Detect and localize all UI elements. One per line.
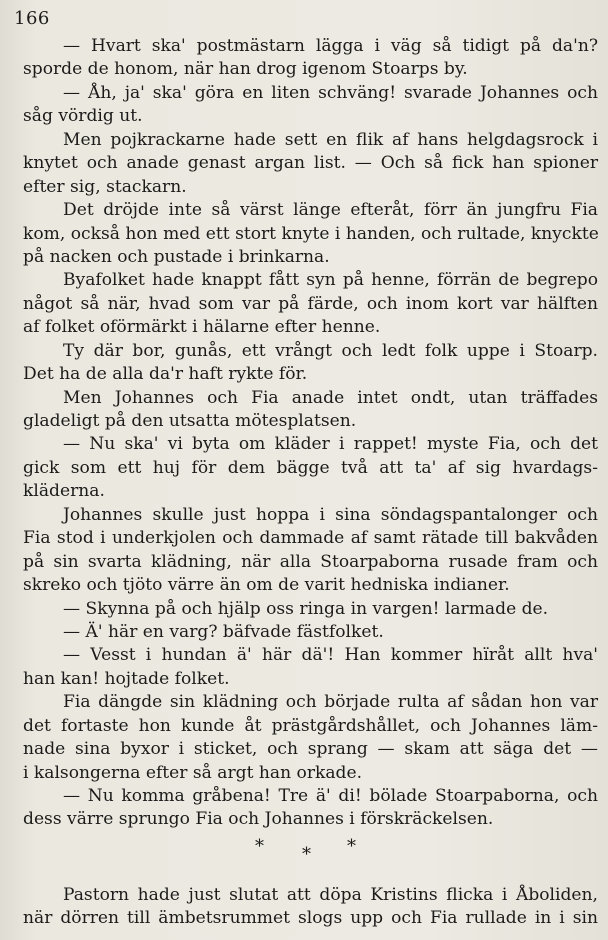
separator-asterisk: * [302, 843, 311, 865]
text-line: när dörren till ämbetsrummet slogs upp och Fia rullade in i sin [23, 908, 598, 929]
text-line: Ty där bor, gunås, ett vrångt och ledt folk uppe i Stoarp. [63, 340, 598, 361]
text-line: dess värre sprungo Fia och Johannes i förskräckelsen. [23, 809, 494, 830]
separator-asterisk: * [347, 835, 356, 857]
text-line: han kan! hojtade folket. [23, 668, 230, 689]
text-line: — Ä' här en varg? bäfvade fästfolket. [63, 621, 384, 642]
text-line: något så när, hvad som var på färde, och inom kort var hälften [23, 293, 598, 314]
text-line: sporde de honom, när han drog igenom Stoarps by. [23, 59, 468, 80]
page-number: 166 [14, 8, 50, 29]
text-line: — Åh, ja' ska' göra en liten schväng! svarade Johannes och [63, 82, 598, 103]
text-line: — Nu ska' vi byta om kläder i rappet! myste Fia, och det [63, 434, 598, 455]
text-line: i kalsongerna efter så argt han orkade. [23, 762, 363, 783]
text-block-continuation [23, 884, 598, 931]
text-line: knytet och anade genast argan list. — Och så fick han spioner [23, 153, 598, 174]
text-line: Det dröjde inte så värst länge efteråt, förr än jungfru Fia [63, 200, 598, 221]
text-line: Men Johannes och Fia anade intet ondt, utan träffades [63, 387, 598, 408]
text-line: kläderna. [23, 481, 105, 502]
text-line: gladeligt på den utsatta mötesplatsen. [23, 411, 357, 431]
text-line: Det ha de alla da'r haft rykte för. [23, 364, 308, 385]
separator-asterisk: * [255, 835, 264, 857]
text-line: af folket oförmärkt i hälarne efter henne. [23, 317, 381, 338]
text-line: på sin svarta klädning, när alla Stoarpaborna rusade fram och [23, 551, 598, 572]
text-line: skreko och tjöto värre än om de varit hedniska indianer. [23, 575, 510, 596]
text-line: — Nu komma gråbena! Tre ä' di! bölade Stoarpaborna, och [63, 786, 598, 806]
text-line: Fia dängde sin klädning och började rulta af sådan hon var [63, 692, 598, 713]
text-line: Pastorn hade just slutat att döpa Kristins flicka i Åboliden, [63, 884, 598, 905]
section-separator [23, 832, 598, 884]
text-line: Byafolket hade knappt fått syn på henne, förrän de begrepo [63, 270, 598, 291]
text-line: — Vesst i hundan ä' här dä'! Han kommer hïråt allt hva' [63, 645, 598, 666]
text-line: det fortaste hon kunde åt prästgårdshållet, och Johannes läm- [23, 715, 598, 736]
text-line: gick som ett huj för dem bägge två att ta' af sig hvardags- [23, 457, 598, 478]
text-line: på nacken och pustade i brinkarna. [23, 246, 330, 267]
text-block-main [23, 35, 598, 832]
body-text [23, 35, 598, 931]
text-line: såg vördig ut. [23, 106, 143, 127]
text-line: Men pojkrackarne hade sett en flik af hans helgdagsrock i [63, 129, 598, 150]
text-line: kom, också hon med ett stort knyte i handen, och rultade, knyckte [23, 223, 599, 244]
text-line: nade sina byxor i sticket, och sprang — skam att säga det — [23, 739, 598, 760]
text-line: Fia stod i underkjolen och dammade af samt rätade till bakvåden [23, 528, 598, 549]
text-line: — Skynna på och hjälp oss ringa in vargen! larmade de. [63, 598, 549, 619]
text-line: efter sig, stackarn. [23, 176, 187, 197]
text-line: Johannes skulle just hoppa i sina söndagspantalonger och [63, 504, 598, 525]
text-line: — Hvart ska' postmästarn lägga i väg så tidigt på da'n? [63, 36, 598, 56]
